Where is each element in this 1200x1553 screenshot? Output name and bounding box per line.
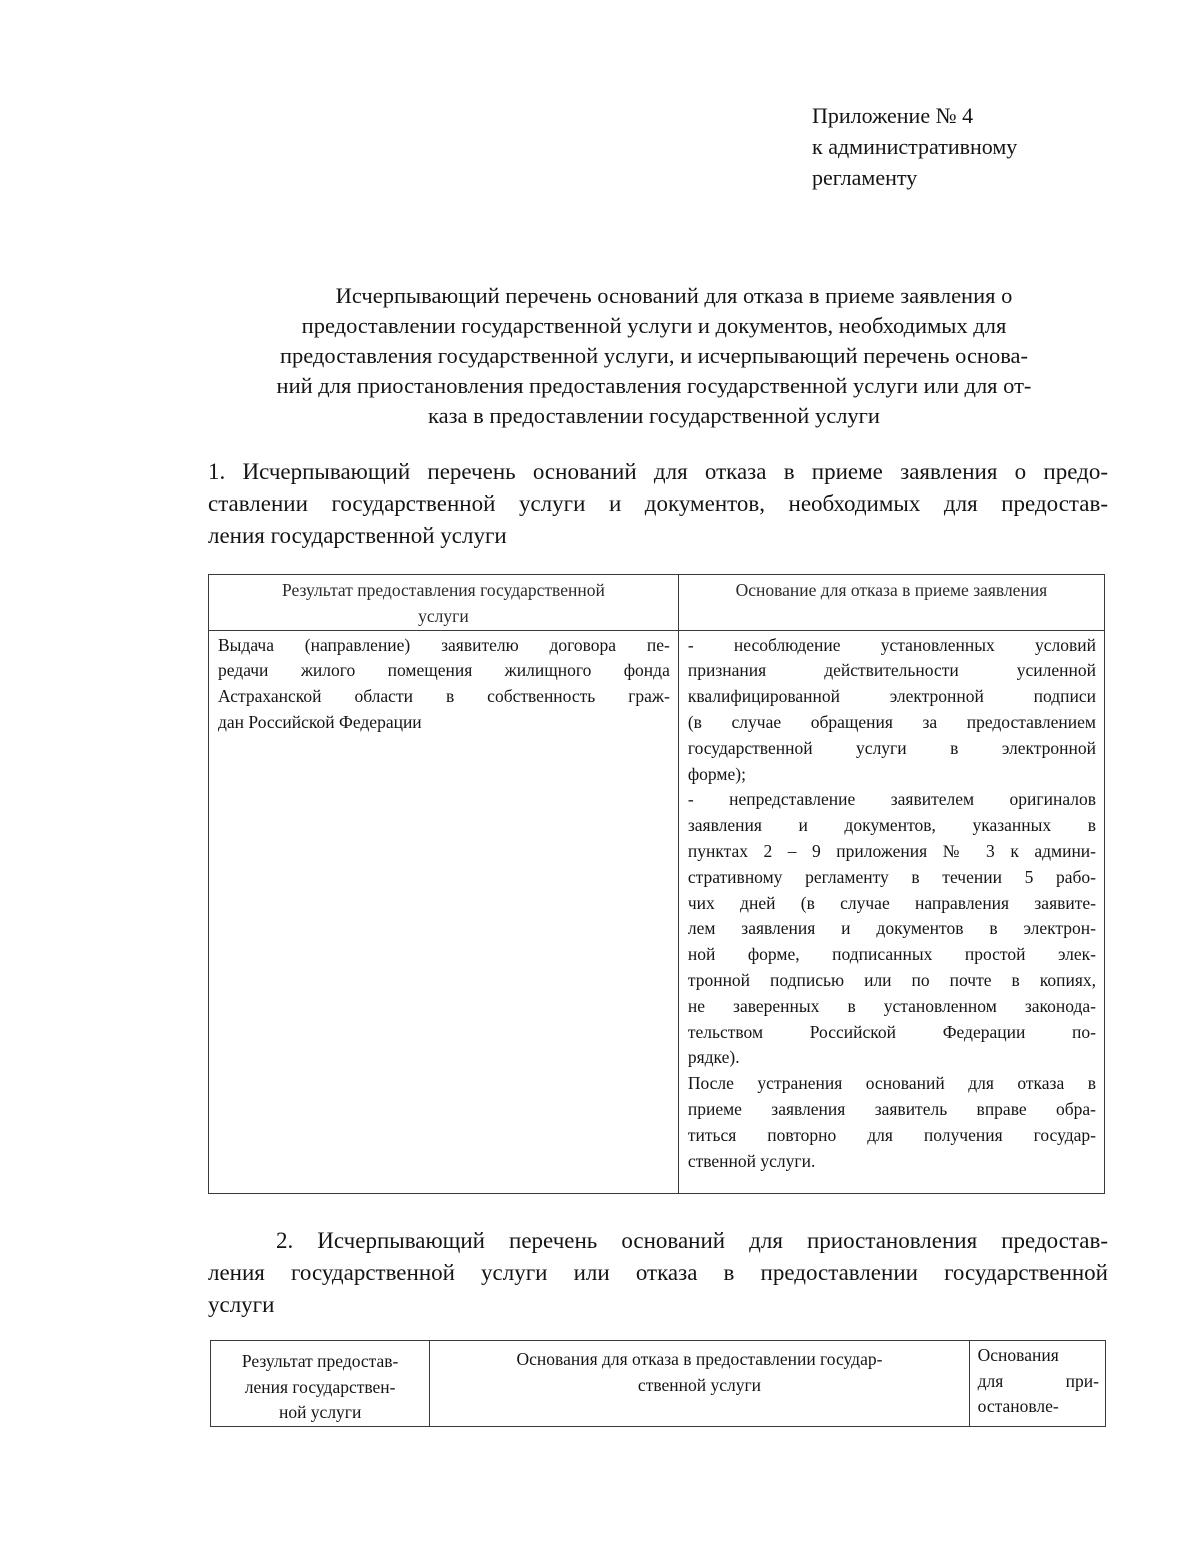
section-2-line: услуги xyxy=(208,1292,275,1317)
cell-line: - несоблюдение установленных условий xyxy=(687,634,1096,655)
refusal-suspension-table xyxy=(210,1340,1106,1427)
cell-line: титься повторно для получения государ- xyxy=(687,1124,1096,1145)
cell-line: Астраханской области в собственность граж- xyxy=(218,686,670,707)
cell-line: Выдача (направление) заявителю договора пе- xyxy=(218,634,670,655)
header-result: Результат предостав- ления государствен- ной услуги xyxy=(211,1341,430,1427)
title-line: предоставления государственной услуги, и исчерпывающий перечень основа- xyxy=(279,343,1029,368)
cell-line: лем заявления и документов в электрон- xyxy=(687,918,1096,939)
section-2-line: 2. Исчерпывающий перечень оснований для приостановления предостав- xyxy=(276,1228,1108,1253)
cell-line: чих дней (в случае направления заявите- xyxy=(687,892,1096,913)
cell-line: (в случае обращения за предоставлением xyxy=(687,711,1096,732)
cell-line: признания действительности усиленной xyxy=(687,660,1096,681)
cell-line: редачи жилого помещения жилищного фонда xyxy=(218,660,670,681)
cell-line: приеме заявления заявитель вправе обра- xyxy=(687,1098,1096,1119)
refusal-acceptance-table xyxy=(208,574,1105,1194)
header-refusal-reasons: Основания для отказа в предоставлении государ- ственной услуги xyxy=(430,1341,969,1427)
cell-line: заявления и документов, указанных в xyxy=(687,815,1096,836)
cell-line: рядке). xyxy=(687,1047,740,1068)
annex-document: регламенту xyxy=(812,165,918,190)
section-1-line: ставлении государственной услуги и документов, необходимых для предостав- xyxy=(208,491,1108,516)
document-title xyxy=(200,281,1108,431)
title-line: Исчерпывающий перечень оснований для отказа в приеме заявления о xyxy=(335,283,1013,308)
cell-line: тельством Российской Федерации по- xyxy=(687,1021,1096,1042)
cell-line: - непредставление заявителем оригиналов xyxy=(687,789,1096,810)
result-cell xyxy=(209,630,679,1193)
reason-cell xyxy=(678,630,1104,1193)
annex-number: Приложение № 4 xyxy=(812,103,974,128)
section-1-line: 1. Исчерпывающий перечень оснований для отказа в приеме заявления о предо- xyxy=(208,459,1108,484)
cell-line: государственной услуги в электронной xyxy=(687,737,1096,758)
cell-line: пунктах 2 – 9 приложения № 3 к админи- xyxy=(687,840,1096,861)
header-result: Результат предоставления государственной услуги xyxy=(209,575,679,631)
table-header-row xyxy=(209,575,1105,631)
table-header-row xyxy=(211,1341,1106,1427)
cell-line: тронной подписью или по почте в копиях, xyxy=(687,969,1096,990)
title-line: ний для приостановления предоставления государственной услуги или для от- xyxy=(276,373,1032,398)
section-2-line: ления государственной услуги или отказа в предоставлении государственной xyxy=(208,1260,1108,1285)
title-line: предоставлении государственной услуги и документов, необходимых для xyxy=(301,313,1007,338)
cell-line: квалифицированной электронной подписи xyxy=(687,686,1096,707)
cell-line: ственной услуги. xyxy=(687,1150,816,1171)
cell-line: форме); xyxy=(687,763,746,784)
cell-line: не заверенных в установленном законода- xyxy=(687,995,1096,1016)
cell-line: дан Российской Федерации xyxy=(218,711,422,732)
section-1-line: ления государственной услуги xyxy=(208,523,507,548)
cell-line: стративному регламенту в течении 5 рабо- xyxy=(687,866,1096,887)
section-2-heading xyxy=(208,1225,1108,1321)
header-reason: Основание для отказа в приеме заявления xyxy=(678,575,1104,631)
section-1-heading xyxy=(208,456,1108,552)
table-row xyxy=(209,630,1105,1193)
annex-note xyxy=(812,100,1017,193)
annex-reference: к административному xyxy=(812,134,1018,159)
title-line: каза в предоставлении государственной услуги xyxy=(428,403,880,428)
cell-line: ной форме, подписанных простой элек- xyxy=(687,944,1096,965)
header-suspension-reasons: Основания для при- остановле- xyxy=(969,1341,1105,1427)
cell-line: После устранения оснований для отказа в xyxy=(687,1073,1096,1094)
